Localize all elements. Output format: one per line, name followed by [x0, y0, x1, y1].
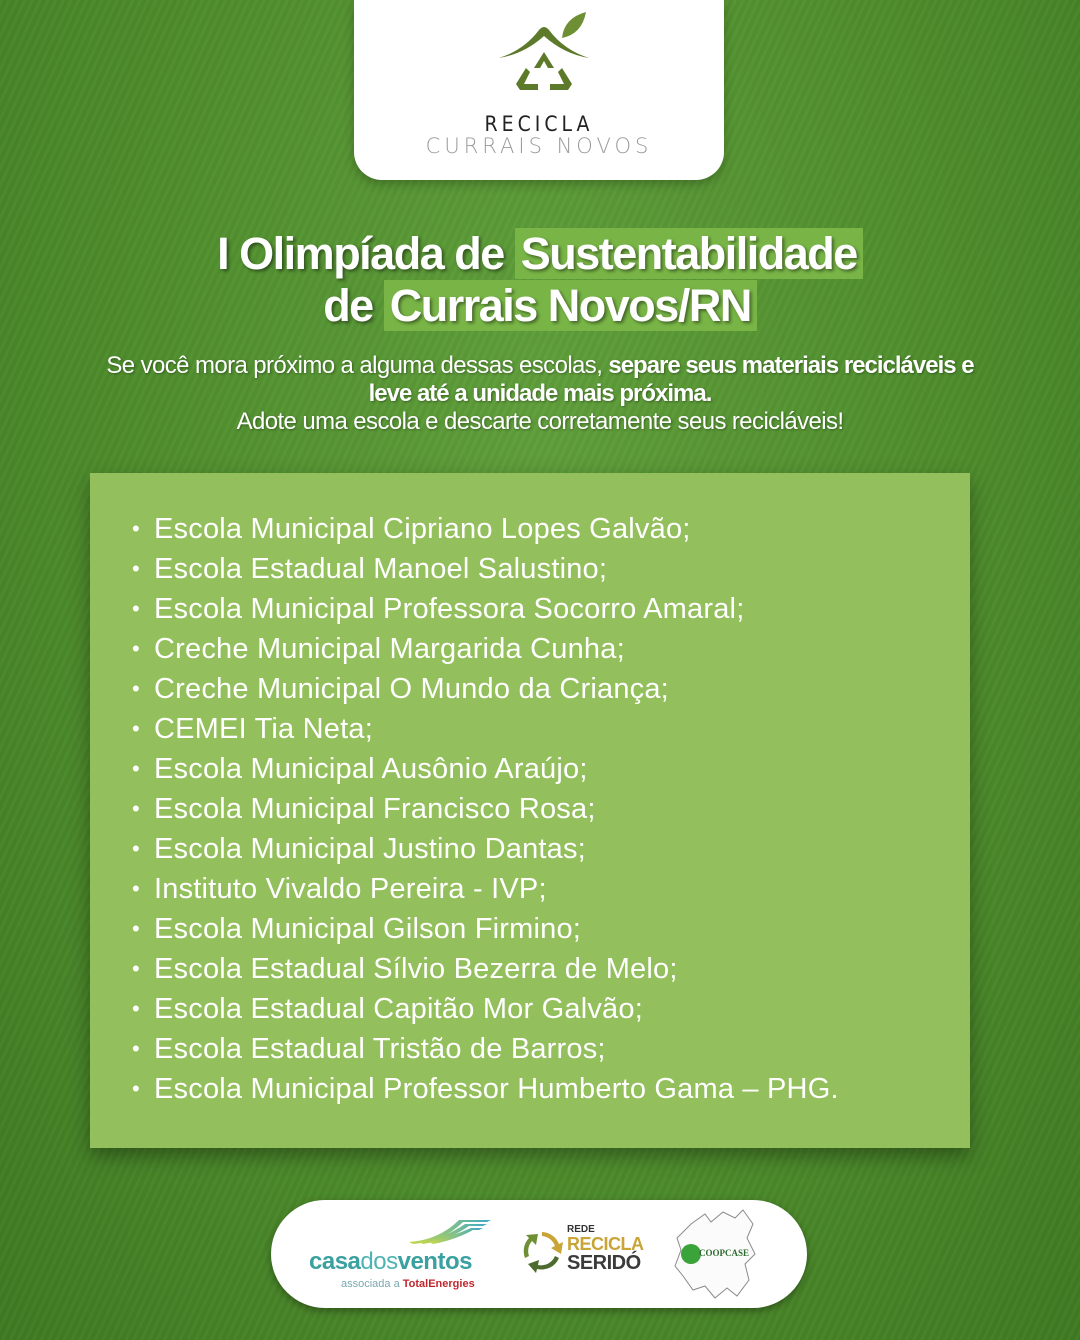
coopcase-name: COOPCASE	[699, 1248, 750, 1258]
intro-text-part: Adote uma escola e descarte corretamente seus recicláveis!	[236, 408, 844, 435]
headline-text: I Olimpíada de	[217, 228, 515, 279]
list-item: • Escola Municipal Gilson Firmino;	[132, 909, 839, 949]
tagline-text: associada a	[341, 1278, 403, 1290]
list-item: • Escola Estadual Sílvio Bezerra de Melo;	[132, 949, 839, 989]
list-item: • Escola Municipal Cipriano Lopes Galvão;	[132, 509, 839, 549]
schools-panel	[90, 473, 970, 1148]
list-item: • Creche Municipal Margarida Cunha;	[132, 629, 839, 669]
logo-title: RECICLA	[484, 112, 594, 136]
coopcase-logo	[671, 1204, 761, 1304]
list-item: • Escola Estadual Manoel Salustino;	[132, 549, 839, 589]
list-item: • Escola Estadual Tristão de Barros;	[132, 1029, 839, 1069]
brand-text: dos	[360, 1248, 398, 1275]
logo-card	[354, 0, 724, 180]
list-item: • Escola Municipal Professor Humberto Gama – PHG.	[132, 1069, 839, 1109]
tagline-brand: TotalEnergies	[402, 1278, 475, 1290]
partners-bar	[271, 1200, 807, 1308]
list-item: • CEMEI Tia Neta;	[132, 709, 839, 749]
casa-dos-ventos-name	[309, 1248, 472, 1276]
list-item: • Escola Municipal Ausônio Araújo;	[132, 749, 839, 789]
headline-text: de	[323, 280, 384, 331]
rede-text: REDE	[567, 1224, 595, 1235]
list-item: • Instituto Vivaldo Pereira - IVP;	[132, 869, 839, 909]
recycle-arrows-icon	[519, 1228, 565, 1274]
intro-text-bold: separe seus materiais recicláveis e leve até a unidade mais próxima.	[368, 352, 974, 407]
list-item: • Escola Municipal Francisco Rosa;	[132, 789, 839, 829]
brand-text: ventos	[397, 1248, 472, 1275]
serido-text: SERIDÓ	[567, 1252, 641, 1274]
headline-line-2	[0, 280, 1080, 332]
brand-text: casa	[309, 1248, 361, 1275]
casa-dos-ventos-logo	[309, 1214, 499, 1294]
headline	[0, 228, 1080, 332]
intro-text-part: Se você mora próximo a alguma dessas escolas,	[106, 352, 609, 379]
list-item: • Escola Municipal Justino Dantas;	[132, 829, 839, 869]
rede-recicla-serido-logo	[519, 1222, 659, 1292]
intro-text	[100, 352, 980, 436]
headline-line-1	[0, 228, 1080, 280]
casa-dos-ventos-tagline	[341, 1278, 475, 1290]
list-item: • Escola Municipal Professora Socorro Amaral;	[132, 589, 839, 629]
schools-list	[132, 509, 839, 1109]
list-item: • Escola Estadual Capitão Mor Galvão;	[132, 989, 839, 1029]
recicla-text: RECICLA	[567, 1234, 644, 1254]
house-recycle-leaf-icon	[494, 10, 594, 110]
headline-highlight: Currais Novos/RN	[384, 280, 757, 331]
list-item: • Creche Municipal O Mundo da Criança;	[132, 669, 839, 709]
logo-subtitle: CURRAIS NOVOS	[425, 134, 653, 158]
wind-stripes-icon	[409, 1218, 491, 1244]
headline-highlight: Sustentabilidade	[515, 228, 863, 279]
